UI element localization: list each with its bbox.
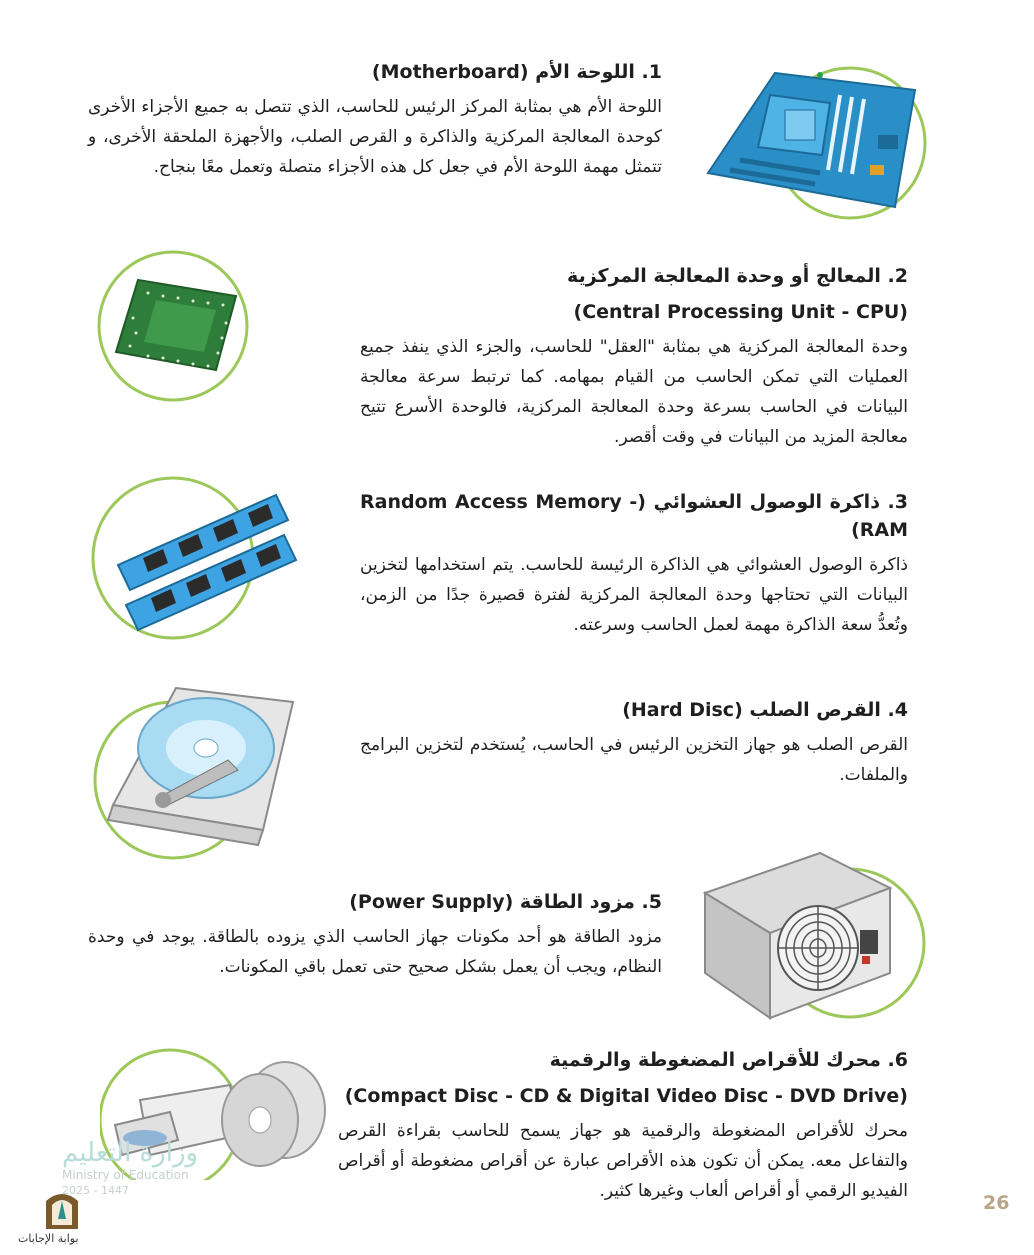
- section-ram: [360, 488, 908, 640]
- heading-motherboard: 1. اللوحة الأم (Motherboard): [371, 61, 662, 83]
- text-motherboard: اللوحة الأم هي بمثابة المركز الرئيس للحاسب، الذي تتصل به جميع الأجزاء الأخرى كوحدة المعالجة المركزية والذاكرة و القرص الصلب، والأجهزة الملحقة الأخرى، و تتمثل مهمة اللوحة الأم في جعل كل هذه الأجزاء متصلة وتعمل معًا بنجاح.: [88, 97, 662, 177]
- section-cpu: [360, 262, 908, 452]
- heading-hard-disc: 4. القرص الصلب (Hard Disc): [622, 699, 908, 721]
- text-power-supply: مزود الطاقة هو أحد مكونات جهاز الحاسب الذي يزوده بالطاقة. يوجد في وحدة النظام، ويجب أن يعمل بشكل صحيح حتى تعمل باقي المكونات.: [88, 927, 662, 977]
- ram-illustration: [88, 470, 303, 645]
- subheading-cpu: (Central Processing Unit - CPU): [573, 301, 908, 323]
- ministry-logo-english: Ministry of Education: [62, 1168, 189, 1182]
- site-name: بوابة الإجابات: [18, 1232, 79, 1245]
- heading-cd-dvd-drive: 6. محرك للأقراص المضغوطة والرقمية: [549, 1049, 908, 1071]
- subheading-cd-dvd-drive: (Compact Disc - CD & Digital Video Disc - DVD Drive): [344, 1085, 908, 1107]
- section-hard-disc: [360, 696, 908, 790]
- text-ram: ذاكرة الوصول العشوائي هي الذاكرة الرئيسة للحاسب. يتم استخدامها لتخزين البيانات التي تحتاجها وحدة المعالجة المركزية لفترة قصيرة جدًا من الزمن، وتُعدُّ سعة الذاكرة مهمة لعمل الحاسب وسرعته.: [360, 555, 908, 635]
- power-supply-illustration: [700, 848, 930, 1023]
- section-motherboard: [88, 58, 662, 182]
- section-cd-dvd-drive: [338, 1046, 908, 1206]
- site-logo-icon: [40, 1185, 84, 1231]
- ministry-logo-year: 2025 - 1447: [62, 1184, 129, 1197]
- text-hard-disc: القرص الصلب هو جهاز التخزين الرئيس في الحاسب، يُستخدم لتخزين البرامج والملفات.: [360, 735, 908, 785]
- heading-cpu: 2. المعالج أو وحدة المعالجة المركزية: [567, 265, 908, 287]
- heading-ram: 3. ذاكرة الوصول العشوائي (Random Access Memory - RAM): [360, 491, 909, 541]
- cpu-illustration: [88, 248, 263, 403]
- ministry-logo-arabic: وزارة التعليم: [62, 1138, 199, 1168]
- page-number: 26: [983, 1192, 1010, 1214]
- motherboard-illustration: [700, 55, 930, 220]
- hard-disc-illustration: [88, 680, 303, 860]
- heading-power-supply: 5. مزود الطاقة (Power Supply): [349, 891, 662, 913]
- text-cpu: وحدة المعالجة المركزية هي بمثابة "العقل" للحاسب، والجزء الذي ينفذ جميع العمليات التي تمكن الحاسب من القيام بمهامه. كما ترتبط سرعة معالجة البيانات في الحاسب بسرعة وحدة المعالجة المركزية، فالوحدة الأسرع تتيح معالجة المزيد من البيانات في وقت أقصر.: [360, 337, 908, 447]
- text-cd-dvd-drive: محرك للأقراص المضغوطة والرقمية هو جهاز يسمح للحاسب بقراءة القرص والتفاعل معه. يمكن أن تكون هذه الأقراص عبارة عن أقراص مضغوطة أو أقراص الفيديو الرقمي أو أقراص ألعاب وغيرها كثير.: [338, 1121, 908, 1201]
- section-power-supply: [88, 888, 662, 982]
